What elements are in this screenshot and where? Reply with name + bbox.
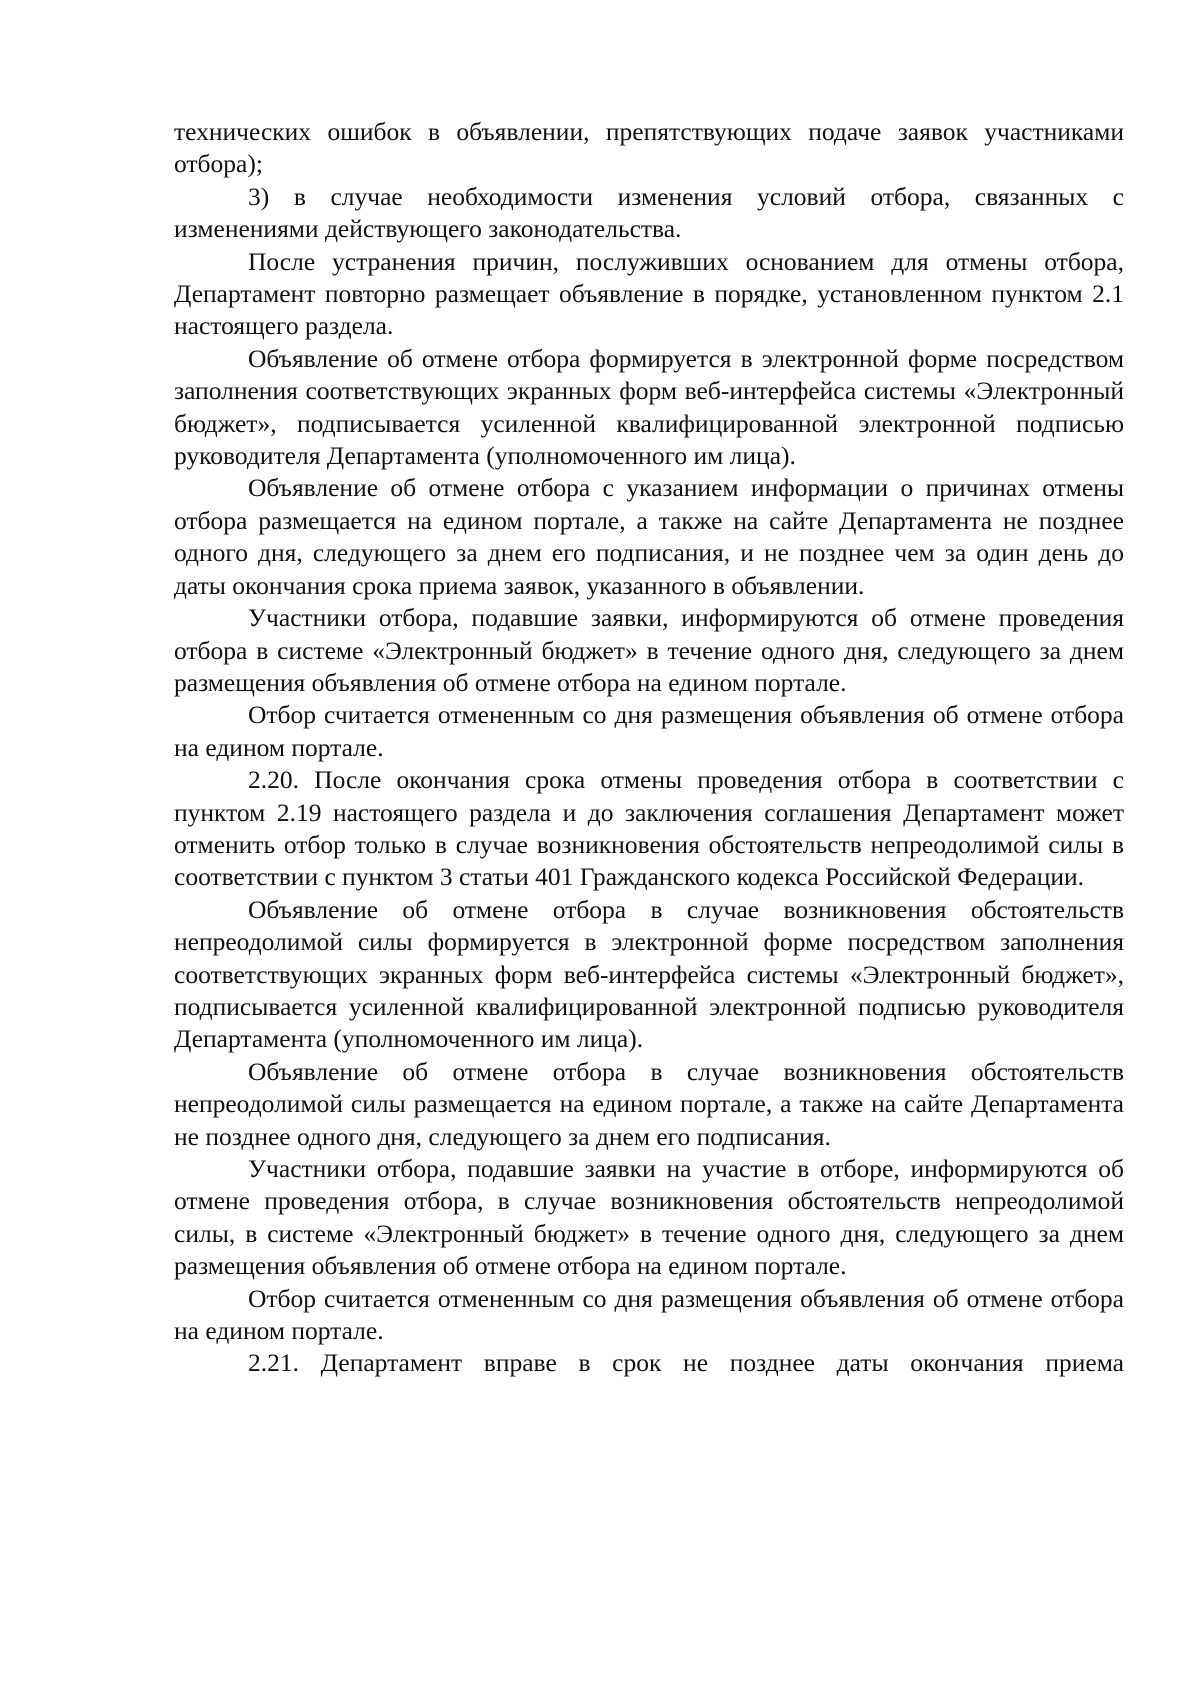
paragraph-considered-cancelled: Отбор считается отмененным со дня размещения объявления об отмене отбора на едином портале. xyxy=(174,700,1124,762)
paragraph-cancel-notice-publication: Объявление об отмене отбора с указанием информации о причинах отмены отбора размещается на едином портале, а также на сайте Департамента не позднее одного дня, следующего за днем его подписания, и не позднее чем за один день до даты окончания срока приема заявок, указанного в объявлении. xyxy=(174,473,1124,600)
paragraph-after-elimination: После устранения причин, послуживших основанием для отмены отбора, Департамент повторно размещает объявление в порядке, установленном пунктом 2.1 настоящего раздела. xyxy=(174,246,1124,341)
paragraph-considered-cancelled-2: Отбор считается отмененным со дня размещения объявления об отмене отбора на едином портале. xyxy=(174,1283,1124,1346)
paragraph-force-majeure-participants: Участники отбора, подавшие заявки на участие в отборе, информируются об отмене проведения отбора, в случае возникновения обстоятельств непреодолимой силы, в системе «Электронный бюджет» в течение одного дня, следующего за днем размещения объявления об отмене отбора на едином портале. xyxy=(174,1154,1124,1281)
paragraph-continuation: технических ошибок в объявлении, препятствующих подаче заявок участниками отбора); xyxy=(174,117,1124,179)
paragraph-force-majeure-publication: Объявление об отмене отбора в случае возникновения обстоятельств непреодолимой силы размещается на едином портале, а также на сайте Департамента не позднее одного дня, следующего за днем его подписания. xyxy=(174,1056,1124,1151)
paragraph-force-majeure-form: Объявление об отмене отбора в случае возникновения обстоятельств непреодолимой силы формируется в электронной форме посредством заполнения соответствующих экранных форм веб-интерфейса системы «Электронный бюджет», подписывается усиленной квалифицированной электронной подписью руководителя Департамента (уполномоченного им лица). xyxy=(174,894,1124,1054)
paragraph-participants-informed: Участники отбора, подавшие заявки, информируются об отмене проведения отбора в системе «Электронный бюджет» в течение одного дня, следующего за днем размещения объявления об отмене отбора на едином портале. xyxy=(174,603,1124,697)
paragraph-cancel-notice-form: Объявление об отмене отбора формируется в электронной форме посредством заполнения соответствующих экранных форм веб-интерфейса системы «Электронный бюджет», подписывается усиленной квалифицированной электронной подписью руководителя Департамента (уполномоченного им лица). xyxy=(174,343,1124,471)
paragraph-item-3: 3) в случае необходимости изменения условий отбора, связанных с изменениями действующего законодательства. xyxy=(174,181,1124,244)
paragraph-section-2-21: 2.21. Департамент вправе в срок не позднее даты окончания приема xyxy=(248,1348,1124,1378)
paragraph-section-2-20: 2.20. После окончания срока отмены проведения отбора в соответствии с пунктом 2.19 настоящего раздела и до заключения соглашения Департамент может отменить отбор только в случае возникновения обстоятельств непреодолимой силы в соответствии с пунктом 3 статьи 401 Гражданского кодекса Российской Федерации. xyxy=(174,765,1124,892)
document-body xyxy=(174,116,1124,1380)
